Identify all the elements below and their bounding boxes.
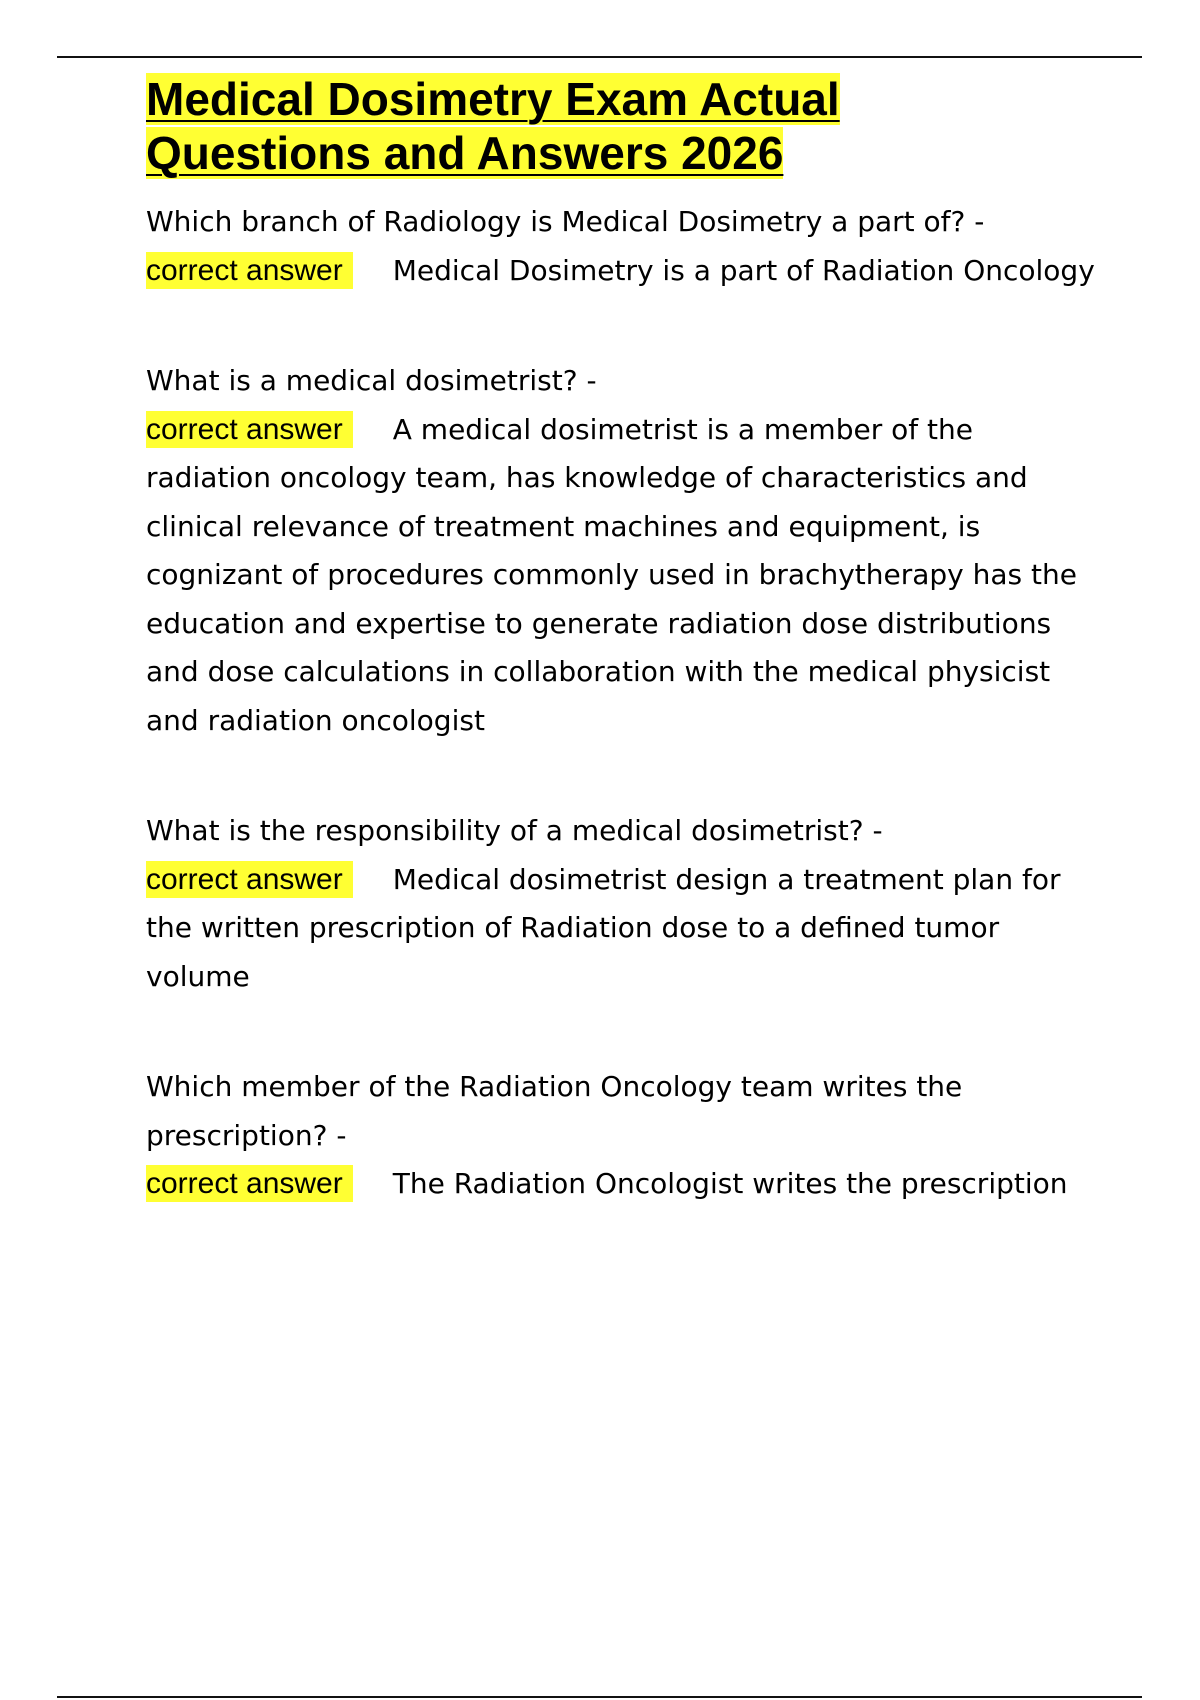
correct-answer-label: correct answer [146,252,353,289]
correct-answer-label: correct answer [146,1165,353,1202]
question-text: Which member of the Radiation Oncology team writes the prescription? - [146,1070,963,1152]
answer-text: The Radiation Oncologist writes the prescription [392,1167,1068,1200]
title-line-2: Questions and Answers 2026 [146,127,784,179]
qa-item-1 [146,198,1106,295]
answer-text: Medical Dosimetry is a part of Radiation Oncology [392,253,1095,287]
document-body [146,72,1106,1209]
title-line-1: Medical Dosimetry Exam Actual [146,73,840,125]
correct-answer-label: correct answer [146,411,353,448]
answer-text: A medical dosimetrist is a member of the radiation oncology team, has knowledge of characteristics and clinical relevance of treatment machines and equipment, is cognizant of procedures commonly used in brachytherapy has the education and expertise to generate radiation dose distributions and dose calculations in collaboration with the medical physicist and radiation oncologist [146,412,1077,737]
question-text: What is a medical dosimetrist? - [146,364,597,397]
page-title [146,72,1106,180]
qa-item-4 [146,1063,1106,1209]
correct-answer-label: correct answer [146,861,353,898]
question-text: What is the responsibility of a medical dosimetrist? - [146,814,883,847]
bottom-rule [57,1696,1142,1698]
qa-item-3 [146,807,1106,1001]
answer-text: Medical dosimetrist design a treatment plan for the written prescription of Radiation dose to a defined tumor volume [146,862,1061,993]
top-rule [57,56,1142,58]
question-text: Which branch of Radiology is Medical Dosimetry a part of? - [146,205,985,238]
qa-item-2 [146,357,1106,745]
